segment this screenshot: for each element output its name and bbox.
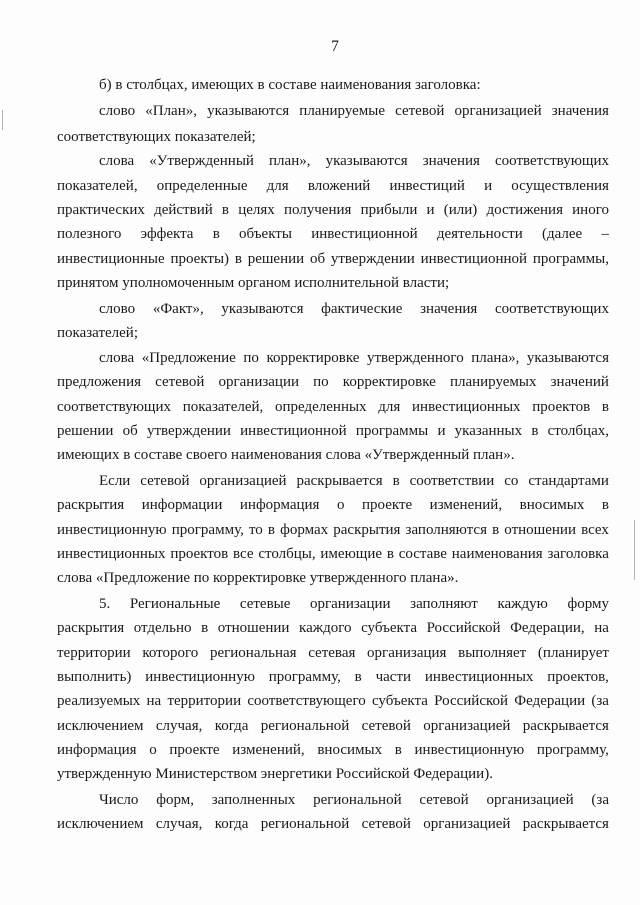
text-line: инвестиционную программу, то в формах раскрытия заполняются в отношении всех [57, 522, 609, 538]
text-line: инвестиционных проектов все столбцы, имеющие в составе наименования заголовка [57, 546, 609, 562]
text-line: решении об утверждении инвестиционной программы и указанных в столбцах, [57, 423, 609, 439]
text-line: соответствующих показателей, определенных для инвестиционных проектов в [57, 399, 609, 415]
text-line: полезного эффекта в объекты инвестиционной деятельности (далее – [57, 226, 609, 242]
text-line: соответствующих показателей; [57, 129, 256, 145]
text-line: слова «Утвержденный план», указываются значения соответствующих [99, 153, 609, 169]
text-line: слово «Факт», указываются фактические значения соответствующих [99, 301, 609, 317]
text-line: исключением случая, когда региональной сетевой организацией раскрывается [57, 718, 609, 734]
text-line: инвестиционные проекты) в решении об утверждении инвестиционной программы, [57, 251, 609, 267]
text-line: показателей, определенные для вложений инвестиций и осуществления [57, 178, 609, 194]
text-line: слова «Предложение по корректировке утвержденного плана». [57, 570, 459, 586]
text-line: слово «План», указываются планируемые сетевой организацией значения [99, 103, 609, 119]
text-line: реализуемых на территории соответствующего субъекта Российской Федерации (за [57, 693, 609, 709]
text-line: раскрытия информации информация о проекте изменений, вносимых в [57, 497, 609, 513]
text-line: Число форм, заполненных региональной сетевой организацией (за [99, 792, 609, 808]
scan-edge-mark [2, 110, 3, 130]
scan-edge-mark [634, 520, 635, 580]
text-line: слова «Предложение по корректировке утвержденного плана», указываются [99, 350, 609, 366]
text-line: территории которого региональная сетевая организация выполняет (планирует [57, 645, 609, 661]
text-line: раскрытия отдельно в отношении каждого субъекта Российской Федерации, на [57, 620, 609, 636]
text-line: информация о проекте изменений, вносимых в инвестиционную программу, [57, 742, 609, 758]
text-line: предложения сетевой организации по корректировке планируемых значений [57, 374, 609, 390]
text-line: Если сетевой организацией раскрывается в соответствии со стандартами [99, 473, 609, 489]
text-line: имеющих в составе своего наименования слова «Утвержденный план». [57, 447, 515, 463]
text-line: исключением случая, когда региональной сетевой организацией раскрывается [57, 816, 609, 832]
text-line: б) в столбцах, имеющих в составе наименования заголовка: [99, 77, 481, 93]
text-line: показателей; [57, 325, 138, 341]
text-line: принятом уполномоченным органом исполнительной власти; [57, 275, 450, 291]
text-line: практических действий в целях получения прибыли и (или) достижения иного [57, 202, 609, 218]
text-line: утвержденную Министерством энергетики Российской Федерации). [57, 766, 493, 782]
page-number: 7 [331, 38, 339, 55]
text-line: выполнить) инвестиционную программу, в части инвестиционных проектов, [57, 669, 609, 685]
text-line: 5. Региональные сетевые организации заполняют каждую форму [99, 596, 609, 612]
